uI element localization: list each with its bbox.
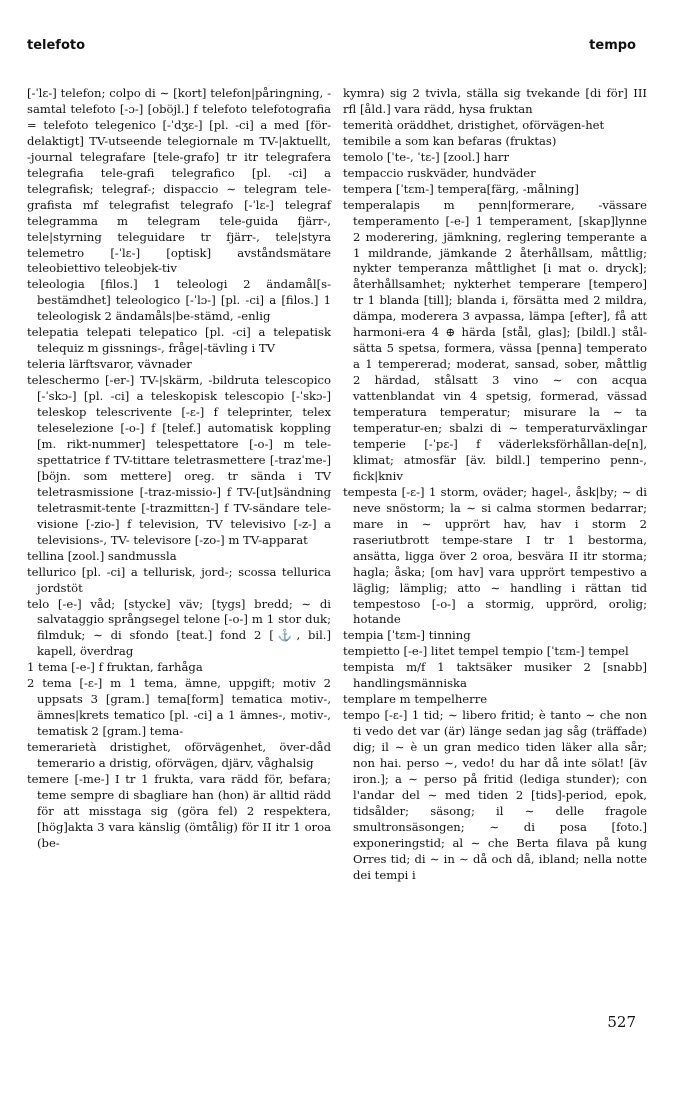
dictionary-entry: telepatia telepati telepatico [pl. -ci] a telepatisk telequiz m gissnings-, fråge|-tävling i TV: [27, 325, 331, 356]
dictionary-entry: teleologia [filos.] 1 teleologi 2 ändamål[s-bestämdhet] teleologico [-ˈlɔ-] [pl. -ci] a [filos.] 1 teleologisk 2 ändamåls|be-stämd, -enlig: [27, 277, 331, 324]
dictionary-entry: 2 tema [-ɛ-] m 1 tema, ämne, uppgift; motiv 2 uppsats 3 [gram.] tema[form] tematica motiv-, ämnes|krets tematico [pl. -ci] a 1 ämnes-, motiv-, tematisk 2 [gram.] tema-: [27, 676, 331, 739]
dictionary-entry: tellurico [pl. -ci] a tellurisk, jord-; scossa tellurica jordstöt: [27, 564, 331, 595]
dictionary-entry: kymra) sig 2 tvivla, ställa sig tvekande [di för] III rfl [åld.] vara rädd, hysa fruktan: [343, 86, 647, 116]
dictionary-entry: [-ˈlɛ-] telefon; colpo di ∼ [kort] telefon|påringning, -samtal telefoto [-ɔ-] [oböjl.] f telefoto telefotografia = telefoto telegenico [-ˈdʒɛ-] [pl. -ci] a med [för-delaktigt] TV-utseende telegiornale m TV-|aktuellt, -journal telegrafare [tele-grafo] tr itr telegrafera telegrafia tele-grafi telegrafico [pl. -ci] a telegrafisk; telegraf-; dispaccio ∼ telegram tele-grafista mf telegrafist telegrafo [-ˈlɛ-] telegraf telegramma m telegram tele-guida fjärr-, tele|styrning teleguidare tr fjärr-, tele|styra telemetro [-ˈlɛ-] [optisk] avståndsmätare teleobiettivo teleobjek-tiv: [27, 86, 331, 276]
dictionary-entry: templare m tempelherre: [343, 692, 488, 707]
dictionary-entry: temerarietà dristighet, oförvägenhet, över-dåd temerario a dristig, oförvägen, djärv, våghalsig: [27, 740, 331, 771]
dictionary-entry: temerità oräddhet, dristighet, oförvägen-het: [343, 117, 605, 132]
dictionary-entry: tempesta [-ɛ-] 1 storm, oväder; hagel-, åsk|by; ∼ di neve snöstorm; la ∼ si calma stormen bedarrar; mare in ∼ upprört hav, hav i storm 2 raseriutbrott tempe-stare I tr 1 bestorma, ansätta, ligga över 2 oroa, besvära II itr storma; hagla; åska; [om hav] vara upprört tempestivo a läglig; lämplig; atto ∼ handling i rättan tid tempestoso [-o-] a stormig, upprörd, orolig; hotande: [343, 484, 647, 627]
running-head-left: telefoto: [27, 38, 86, 53]
dictionary-entry: tellina [zool.] sandmussla: [27, 548, 177, 563]
dictionary-entry: teleria lärftsvaror, vävnader: [27, 357, 192, 372]
dictionary-entry: tempista m/f 1 taktsäker musiker 2 [snabb] handlingsmänniska: [343, 660, 647, 691]
dictionary-entry: temperalapis m penn|formerare, -vässare temperamento [-e-] 1 temperament, [skap]lynne 2 moderering, jämkning, reglering temperante a 1 mildrande, jämkande 2 återhållsam, måttlig; nykter temperanza måttlighet [i mat o. dryck]; återhållsamhet; nykterhet temperare [tempero] tr 1 blanda [till]; blanda i, försätta med 2 mildra, dämpa, moderera 3 avpassa, lämpa [efter], få att harmoni-era 4 ⊕ härda [stål, glas]; [bildl.] stål-sätta 5 spetsa, formera, vässa [penna] temperato a 1 tempererad; moderat, sansad, sober, måttlig 2 härdad, stålsatt 3 vino ∼ con acqua vattenblandat vin 4 spetsig, formerad, vässad temperatura temperatur; misurare la ∼ ta temperatur-en; sbalzi di ∼ temperaturväxlingar temperie [-ˈpɛ-] f väderleksförhållan-de[n], klimat; atmosfär [äv. bildl.] temperino penn-, fick|kniv: [343, 197, 647, 483]
running-head-right: tempo: [589, 38, 636, 53]
dictionary-entry: 1 tema [-e-] f fruktan, farhåga: [27, 660, 203, 675]
left-column: [27, 86, 331, 852]
page-number: 527: [607, 1013, 636, 1031]
dictionary-entry: tempera [ˈtɛm-] tempera[färg, -målning]: [343, 181, 579, 196]
dictionary-entry: tempia [ˈtɛm-] tinning: [343, 628, 471, 643]
dictionary-entry: tempietto [-e-] litet tempel tempio [ˈtɛm-] tempel: [343, 644, 629, 659]
dictionary-entry: teleschermo [-er-] TV-|skärm, -bildruta telescopico [-ˈskɔ-] [pl. -ci] a teleskopisk telescopio [-ˈskɔ-] teleskop telescrivente [-ɛ-] f teleprinter, telex teleselezione [-o-] f [telef.] automatisk koppling [m. rikt-nummer] telespettatore [-o-] m tele-spettatrice f TV-tittare teletrasmettere [-trazˈme-] [böjn. som mettere] oreg. tr sända i TV teletrasmissione [-traz-missio-] f TV-[ut]sändning teletrasmit-tente [-trazmittɛn-] f TV-sändare tele-visione [-zio-] f television, TV televisivo [-z-] a televisions-, TV- televisore [-zo-] m TV-apparat: [27, 373, 331, 547]
dictionary-entry: tempaccio ruskväder, hundväder: [343, 165, 536, 180]
dictionary-entry: telo [-e-] våd; [stycke] väv; [tygs] bredd; ∼ di salvataggio språngsegel telone [-o-] m 1 stor duk; filmduk; ∼ di sfondo [teat.] fond 2 [⚓, bil.] kapell, överdrag: [27, 596, 331, 659]
dictionary-entry: tempo [-ɛ-] 1 tid; ∼ libero fritid; è tanto ∼ che non ti vedo det var (är) länge sedan jag såg (träffade) dig; il ∼ è un gran medico tiden läker alla sår; non hai. perso ∼, vedo! du har då inte sölat! [äv iron.]; a ∼ perso på fritid (lediga stunder); con l'andar del ∼ med tiden 2 [tids]-period, epok, tidsålder; säsong; il ∼ delle fragole smultronsäsongen; ∼ di posa [foto.] exponeringstid; al ∼ che Berta filava på kung Orres tid; di ∼ in ∼ då och då, ibland; nella notte dei tempi i: [343, 708, 647, 882]
dictionary-entry: temibile a som kan befaras (fruktas): [343, 133, 557, 148]
dictionary-entry: temere [-me-] I tr 1 frukta, vara rädd för, befara; teme sempre di sbagliare han (hon) är alltid rädd för att misstaga sig (göra fel) 2 respektera, [hög]akta 3 vara känslig (ömtålig) för II itr 1 oroa (be-: [27, 771, 331, 850]
right-column: [343, 86, 647, 884]
dictionary-entry: temolo [ˈte-, ˈtɛ-] [zool.] harr: [343, 149, 510, 164]
